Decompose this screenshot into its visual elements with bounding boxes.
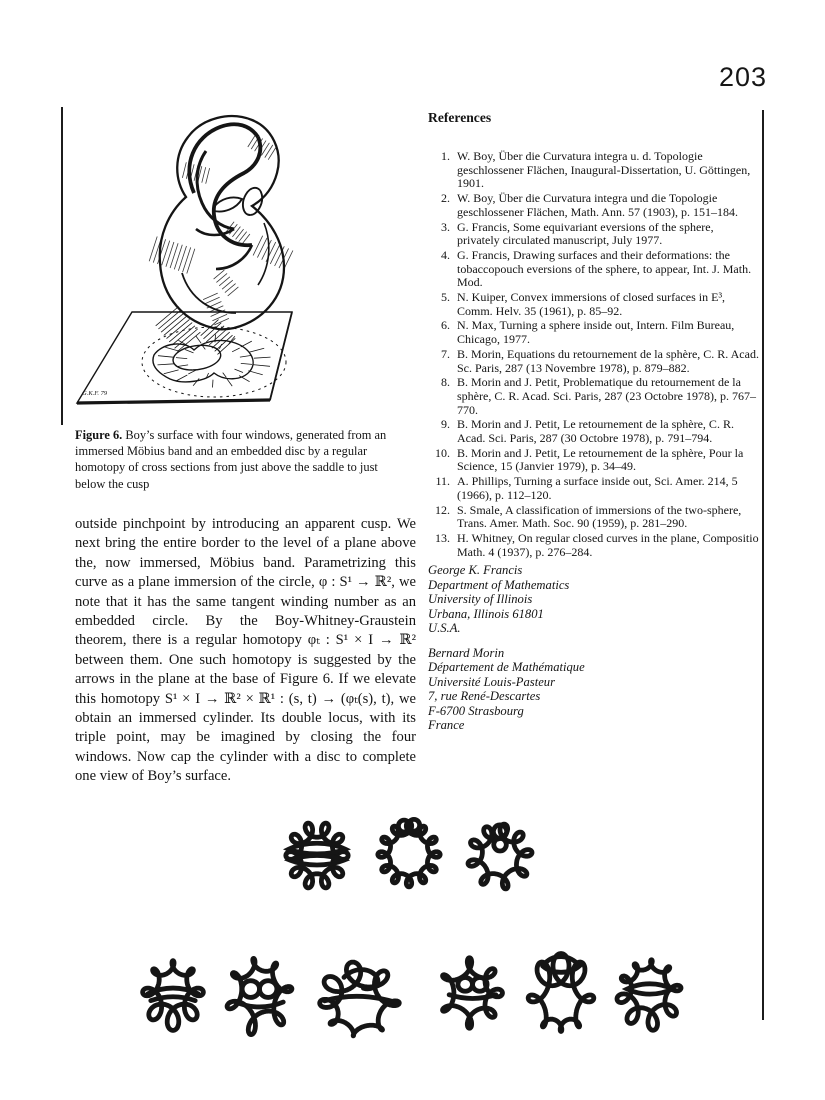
reference-number: 13. — [435, 530, 450, 545]
reference-number: 10. — [435, 445, 450, 460]
looped-ring-with-double-chord — [279, 816, 355, 895]
reference-item — [428, 319, 759, 346]
reference-text: W. Boy, Über die Curvatura integra und die Topologie geschlossener Flächen, Math. Ann. 57 (1903), p. 151–184. — [457, 191, 738, 219]
artist-signature: G.K.F. 79 — [82, 390, 108, 397]
reference-number: 11. — [435, 474, 450, 489]
references-heading: References — [428, 110, 492, 125]
figure-caption-label: Figure 6. — [75, 428, 123, 442]
boys-surface-body — [160, 116, 284, 329]
references-section — [428, 110, 759, 560]
page-number: 203 — [718, 62, 767, 92]
reference-number: 1. — [441, 149, 450, 163]
reference-text: B. Morin and J. Petit, Problematique du retournement de la sphère, C. R. Acad. Sci. Paris, 287 (23 Octobre 1978), p. 767–770. — [457, 375, 756, 417]
author-address-line: George K. Francis — [428, 563, 523, 577]
immersed-curve-6 — [610, 952, 688, 1038]
reference-number: 9. — [441, 417, 450, 432]
reference-item — [428, 192, 759, 219]
author-address-block — [428, 563, 728, 636]
reference-number: 6. — [441, 318, 450, 333]
body-paragraph: outside pinchpoint by introducing an apparent cusp. We next bring the entire border to the level of a plane above the, now immersed, Möbius band. Parametrizing this curve as a plane immersion of the circle, φ : S¹ → ℝ², we note that it has the same tangent winding number as an embedded circle. By the Boy-Whitney-Graustein theorem, there is a regular homotopy φₜ : S¹ × I → ℝ² between them. One such homotopy is suggested by the arrows in the plane at the base of Figure 6. If we elevate this homotopy S¹ × I → ℝ² × ℝ¹ : (s, t) → (φₜ(s), t), we obtain an immersed cylinder. Its double locus, with its triple point, may be imagined by closing the four windows. Now cap the cylinder with a disc to complete one view of Boy’s surface. — [75, 516, 416, 785]
reference-item — [428, 418, 759, 445]
author-address-line: 7, rue René-Descartes — [428, 689, 541, 703]
author-address-line: F-6700 Strasbourg — [428, 703, 524, 718]
references-list — [428, 150, 759, 559]
author-address-line: France — [428, 718, 465, 732]
reference-text: G. Francis, Some equivariant eversions of the sphere, privately circulated manuscript, July 1977. — [457, 219, 714, 248]
figure-left-rule — [61, 107, 63, 425]
authors-block — [428, 563, 728, 733]
reference-item — [428, 150, 759, 191]
reference-text: A. Phillips, Turning a surface inside out, Sci. Amer. 214, 5 (1966), p. 112–120. — [457, 474, 738, 502]
reference-item — [428, 447, 759, 474]
reference-text: W. Boy, Über die Curvatura integra u. d. Topologie geschlossener Flächen, Inaugural-Dissertation, U. Göttingen, 1901. — [457, 149, 751, 191]
looped-ring — [371, 815, 447, 894]
reference-item — [428, 291, 759, 318]
reference-number: 2. — [441, 191, 450, 206]
reference-text: N. Max, Turning a sphere inside out, Intern. Film Bureau, Chicago, 1977. — [457, 318, 735, 347]
reference-text: B. Morin and J. Petit, Le retournement de la sphère, Pour la Science, 15 (Janvier 1979), p. 34–49. — [457, 445, 744, 474]
reference-number: 3. — [441, 219, 450, 234]
reference-item — [428, 221, 759, 248]
reference-item — [428, 249, 759, 290]
reference-text: B. Morin, Equations du retournement de la sphère, C. R. Acad. Sc. Paris, 287 (13 Novembre 1978), p. 879–882. — [457, 346, 759, 375]
reference-text: N. Kuiper, Convex immersions of closed surfaces in E³, Comm. Helv. 35 (1961), p. 85–92. — [457, 290, 726, 318]
immersed-curve-1 — [136, 953, 210, 1038]
reference-item — [428, 348, 759, 375]
looped-ring-with-figure-eight — [461, 817, 539, 896]
boys-surface-figure — [66, 103, 410, 425]
reference-item — [428, 532, 759, 559]
reference-number: 12. — [435, 502, 450, 517]
reference-text: G. Francis, Drawing surfaces and their deformations: the tobaccopouch eversions of the sphere, to appear, Int. J. Math. Mod. — [457, 247, 752, 290]
immersed-curve-2 — [220, 950, 299, 1043]
immersed-curve-4 — [436, 950, 509, 1036]
reference-number: 4. — [441, 247, 450, 262]
shadow-hatching — [156, 307, 236, 355]
figure-caption-text: Boy’s surface with four windows, generated from an immersed Möbius band and an embedded disc by a regular homotopy of cross sections from just above the saddle to just below the cusp — [75, 428, 387, 491]
immersed-curve-5 — [521, 945, 601, 1040]
reference-number: 8. — [441, 375, 450, 390]
author-address-line: Bernard Morin — [428, 645, 505, 660]
author-address-line: Urbana, Illinois 61801 — [428, 606, 544, 621]
reference-item — [428, 475, 759, 502]
figure-caption — [75, 427, 411, 492]
author-address-block — [428, 646, 728, 733]
dashed-boundary-curve — [142, 327, 286, 397]
author-address-line: Département de Mathématique — [428, 660, 585, 674]
reference-number: 7. — [441, 346, 450, 361]
reference-text: H. Whitney, On regular closed curves in the plane, Compositio Math. 4 (1937), p. 276–284. — [457, 530, 759, 559]
reference-number: 5. — [441, 290, 450, 305]
author-address-line: Department of Mathematics — [428, 577, 570, 592]
author-address-line: University of Illinois — [428, 592, 533, 606]
immersed-curve-3 — [311, 954, 408, 1044]
reference-text: B. Morin and J. Petit, Le retournement de la sphère, C. R. Acad. Sci. Paris, 287 (30 Octobre 1978), p. 791–794. — [457, 417, 734, 446]
author-address-line: U.S.A. — [428, 621, 461, 635]
reference-text: S. Smale, A classification of immersions of the two-sphere, Trans. Amer. Math. Soc. 90 (1959), p. 281–290. — [457, 502, 742, 531]
reference-item — [428, 504, 759, 531]
column-right-rule — [762, 110, 764, 1020]
author-address-line: Université Louis-Pasteur — [428, 674, 555, 689]
reference-item — [428, 376, 759, 417]
